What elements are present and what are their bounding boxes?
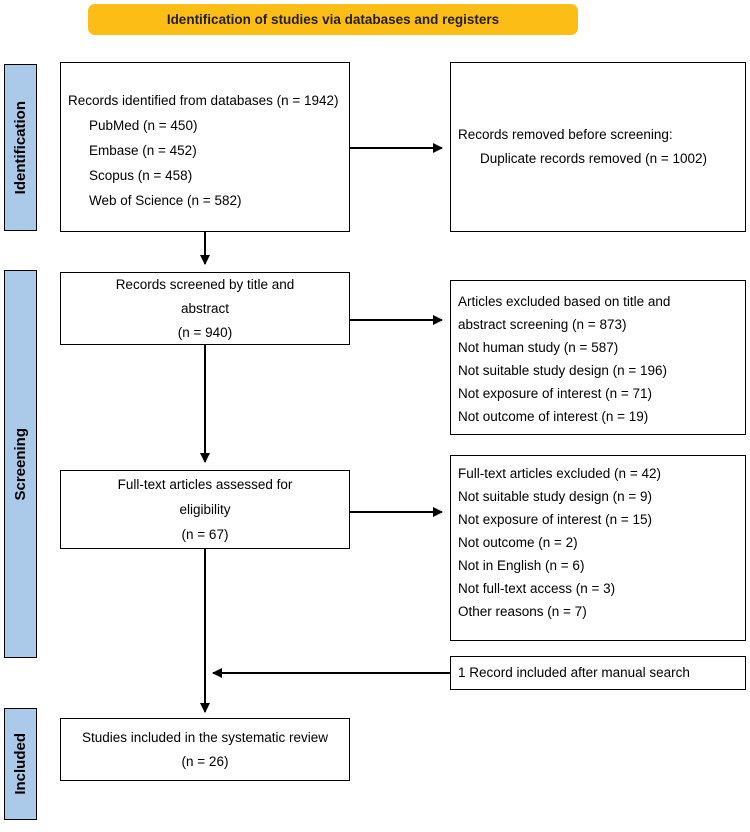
box-fulltext-assessed xyxy=(60,470,350,549)
stage-included xyxy=(4,708,37,820)
fulltext-excluded-line: Other reasons (n = 7) xyxy=(458,604,587,619)
stage-identification-label: Identification xyxy=(12,100,29,195)
box-articles-excluded xyxy=(450,280,746,435)
records-removed-title: Records removed before screening: xyxy=(458,127,673,142)
records-identified-item: Web of Science (n = 582) xyxy=(89,193,242,208)
records-screened-line: abstract xyxy=(180,300,230,316)
stage-identification xyxy=(4,64,37,231)
articles-excluded-line: abstract screening (n = 873) xyxy=(458,317,627,332)
box-records-removed xyxy=(450,62,746,232)
fulltext-excluded-line: Not full-text access (n = 3) xyxy=(458,581,616,596)
banner xyxy=(88,4,578,35)
fulltext-excluded-line: Not in English (n = 6) xyxy=(458,558,585,573)
fulltext-excluded-line: Full-text articles excluded (n = 42) xyxy=(458,466,661,481)
articles-excluded-line: Articles excluded based on title and xyxy=(458,294,671,309)
studies-included-line: (n = 26) xyxy=(181,753,229,769)
fulltext-excluded-line: Not suitable study design (n = 9) xyxy=(458,489,652,504)
fulltext-excluded-line: Not exposure of interest (n = 15) xyxy=(458,512,652,527)
box-records-screened xyxy=(60,272,350,345)
fulltext-assessed-line: eligibility xyxy=(179,502,231,517)
articles-excluded-line: Not suitable study design (n = 196) xyxy=(458,363,667,378)
records-identified-title: Records identified from databases (n = 1942) xyxy=(68,93,339,108)
stage-screening xyxy=(4,270,37,658)
records-identified-item: PubMed (n = 450) xyxy=(89,118,198,133)
banner-label: Identification of studies via databases and registers xyxy=(166,12,500,27)
fulltext-assessed-line: Full-text articles assessed for xyxy=(117,477,293,492)
records-screened-line: Records screened by title and xyxy=(115,276,295,292)
articles-excluded-line: Not outcome of interest (n = 19) xyxy=(458,409,649,424)
manual-search-line: 1 Record included after manual search xyxy=(458,665,690,680)
box-studies-included xyxy=(60,718,350,781)
stage-included-label: Included xyxy=(12,733,29,795)
stage-screening-label: Screening xyxy=(12,427,29,501)
box-fulltext-excluded xyxy=(450,455,746,641)
studies-included-line: Studies included in the systematic review xyxy=(81,729,329,745)
articles-excluded-line: Not exposure of interest (n = 71) xyxy=(458,386,652,401)
records-identified-item: Embase (n = 452) xyxy=(89,143,197,158)
fulltext-excluded-line: Not outcome (n = 2) xyxy=(458,535,578,550)
box-manual-search xyxy=(450,656,746,690)
records-removed-item: Duplicate records removed (n = 1002) xyxy=(480,151,707,166)
articles-excluded-line: Not human study (n = 587) xyxy=(458,340,619,355)
fulltext-assessed-line: (n = 67) xyxy=(181,527,229,542)
records-screened-line: (n = 940) xyxy=(177,324,233,340)
box-records-identified xyxy=(60,62,350,232)
records-identified-item: Scopus (n = 458) xyxy=(89,168,193,183)
